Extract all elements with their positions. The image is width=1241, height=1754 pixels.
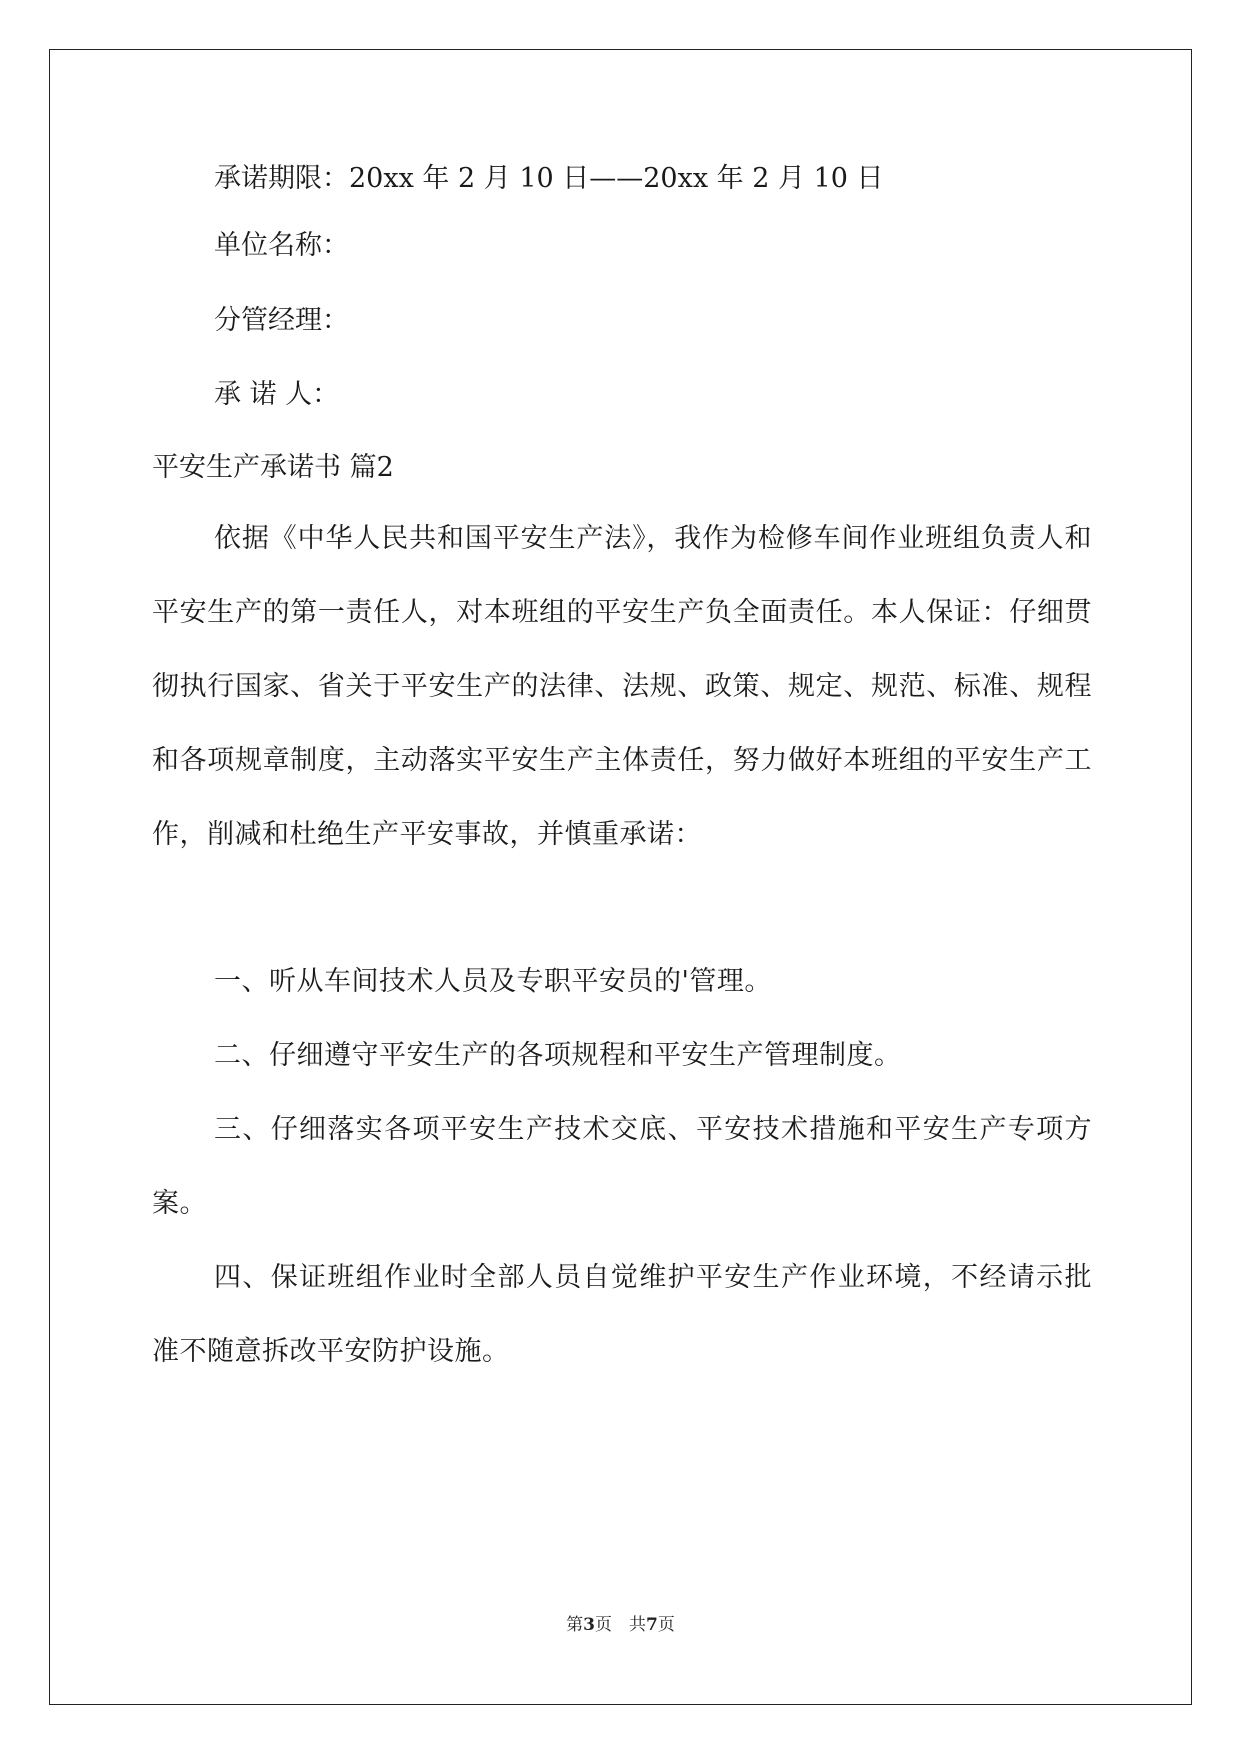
page-footer — [0, 1610, 1241, 1635]
list-item-2: 二、仔细遵守平安生产的各项规程和平安生产管理制度。 — [214, 1040, 902, 1071]
term-field: 承诺期限：20xx 年 2 月 10 日——20xx 年 2 月 10 日 — [214, 163, 884, 194]
promiser-field: 承 诺 人： — [214, 379, 340, 410]
total-pages-number: 7 — [646, 1615, 658, 1635]
section-title: 平安生产承诺书 篇2 — [152, 452, 394, 483]
list-item-3: 三、仔细落实各项平安生产技术交底、平安技术措施和平安生产专项方案。 — [152, 1114, 1092, 1219]
list-item-4: 四、保证班组作业时全部人员自觉维护平安生产作业环境，不经请示批准不随意拆改平安防护设施。 — [152, 1262, 1092, 1367]
footer-middle: 页 共 — [595, 1615, 646, 1635]
intro-paragraph: 依据《中华人民共和国平安生产法》，我作为检修车间作业班组负责人和平安生产的第一责任人，对本班组的平安生产负全面责任。本人保证：仔细贯彻执行国家、省关于平安生产的法律、法规、政策、规定、规范、标准、规程和各项规章制度，主动落实平安生产主体责任，努力做好本班组的平安生产工作，削减和杜绝生产平安事故，并慎重承诺： — [152, 523, 1092, 850]
page-border — [49, 49, 1192, 1705]
current-page-number: 3 — [583, 1615, 595, 1635]
footer-suffix: 页 — [657, 1615, 675, 1635]
unit-name-field: 单位名称： — [214, 230, 349, 261]
footer-prefix: 第 — [566, 1615, 584, 1635]
list-item-1: 一、听从车间技术人员及专职平安员的'管理。 — [214, 966, 772, 997]
manager-field: 分管经理： — [214, 305, 349, 336]
